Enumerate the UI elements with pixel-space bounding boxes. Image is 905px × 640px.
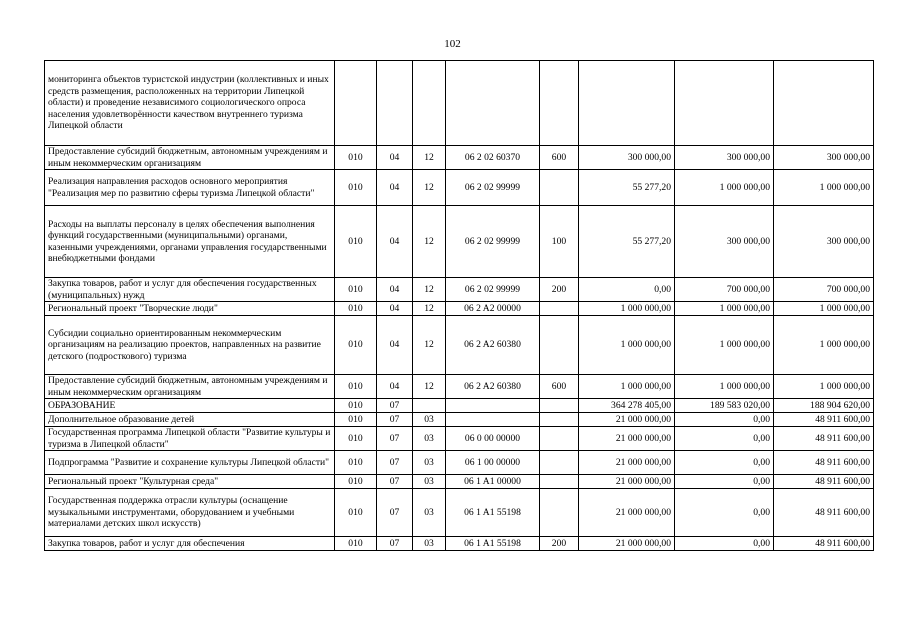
cell-sum-2022: 48 911 600,00 <box>774 475 874 489</box>
table-row <box>45 537 874 551</box>
cell-glava <box>335 61 377 146</box>
cell-rz: 04 <box>377 316 413 375</box>
cell-rz: 04 <box>377 278 413 302</box>
cell-name: Региональный проект "Творческие люди" <box>45 302 335 316</box>
cell-glava: 010 <box>335 302 377 316</box>
cell-glava: 010 <box>335 475 377 489</box>
cell-sum-2022: 1 000 000,00 <box>774 316 874 375</box>
cell-rz: 04 <box>377 206 413 278</box>
cell-rz: 07 <box>377 537 413 551</box>
cell-pr: 03 <box>413 475 446 489</box>
cell-glava: 010 <box>335 146 377 170</box>
cell-sum-2021 <box>675 61 774 146</box>
cell-csr <box>446 413 540 427</box>
cell-glava: 010 <box>335 206 377 278</box>
cell-sum-2021: 300 000,00 <box>675 146 774 170</box>
cell-csr: 06 1 A1 55198 <box>446 537 540 551</box>
cell-pr: 12 <box>413 206 446 278</box>
cell-pr: 12 <box>413 375 446 399</box>
budget-table <box>44 60 874 551</box>
cell-sum-2021: 300 000,00 <box>675 206 774 278</box>
cell-sum-2020: 21 000 000,00 <box>579 451 675 475</box>
cell-sum-2022: 700 000,00 <box>774 278 874 302</box>
cell-name: Подпрограмма "Развитие и сохранение культуры Липецкой области" <box>45 451 335 475</box>
cell-sum-2021: 1 000 000,00 <box>675 316 774 375</box>
cell-sum-2022: 48 911 600,00 <box>774 413 874 427</box>
table-row <box>45 375 874 399</box>
table-row <box>45 316 874 375</box>
cell-name: Расходы на выплаты персоналу в целях обеспечения выполнения функций государственными (муниципальными) органами, казенными учреждениями, органами управления государственными внебюджетными фондами <box>45 206 335 278</box>
cell-sum-2020: 300 000,00 <box>579 146 675 170</box>
cell-sum-2022: 1 000 000,00 <box>774 375 874 399</box>
cell-sum-2020 <box>579 61 675 146</box>
cell-pr: 03 <box>413 413 446 427</box>
cell-name: Государственная поддержка отрасли культуры (оснащение музыкальными инструментами, оборудованием и учебными материалами детских школ искусств) <box>45 489 335 537</box>
page-number: 102 <box>444 38 461 50</box>
cell-csr: 06 1 A1 55198 <box>446 489 540 537</box>
cell-sum-2022: 300 000,00 <box>774 146 874 170</box>
table-row <box>45 413 874 427</box>
cell-sum-2020: 364 278 405,00 <box>579 399 675 413</box>
cell-glava: 010 <box>335 451 377 475</box>
cell-rz: 04 <box>377 302 413 316</box>
cell-pr: 12 <box>413 170 446 206</box>
cell-glava: 010 <box>335 413 377 427</box>
cell-vr: 600 <box>540 375 579 399</box>
cell-sum-2021: 1 000 000,00 <box>675 170 774 206</box>
cell-sum-2021: 0,00 <box>675 475 774 489</box>
cell-glava: 010 <box>335 316 377 375</box>
cell-vr <box>540 302 579 316</box>
cell-name: Закупка товаров, работ и услуг для обеспечения <box>45 537 335 551</box>
cell-pr: 03 <box>413 489 446 537</box>
cell-glava: 010 <box>335 399 377 413</box>
cell-name: ОБРАЗОВАНИЕ <box>45 399 335 413</box>
cell-sum-2020: 21 000 000,00 <box>579 489 675 537</box>
cell-sum-2020: 21 000 000,00 <box>579 537 675 551</box>
cell-rz: 04 <box>377 170 413 206</box>
cell-name: Государственная программа Липецкой области "Развитие культуры и туризма в Липецкой области" <box>45 427 335 451</box>
cell-sum-2022 <box>774 61 874 146</box>
cell-vr <box>540 170 579 206</box>
cell-sum-2020: 55 277,20 <box>579 206 675 278</box>
table-row <box>45 61 874 146</box>
cell-vr <box>540 475 579 489</box>
cell-vr <box>540 399 579 413</box>
cell-vr <box>540 413 579 427</box>
cell-rz: 07 <box>377 451 413 475</box>
cell-csr <box>446 61 540 146</box>
cell-sum-2021: 0,00 <box>675 451 774 475</box>
cell-vr: 600 <box>540 146 579 170</box>
table-row <box>45 489 874 537</box>
cell-csr: 06 2 02 99999 <box>446 278 540 302</box>
cell-vr: 200 <box>540 278 579 302</box>
cell-pr <box>413 61 446 146</box>
table-row <box>45 427 874 451</box>
cell-pr: 12 <box>413 302 446 316</box>
table-row <box>45 399 874 413</box>
cell-csr: 06 1 A1 00000 <box>446 475 540 489</box>
cell-sum-2022: 1 000 000,00 <box>774 170 874 206</box>
cell-name: Реализация направления расходов основного мероприятия "Реализация мер по развитию сферы туризма Липецкой области" <box>45 170 335 206</box>
cell-rz: 07 <box>377 399 413 413</box>
table-row <box>45 206 874 278</box>
cell-glava: 010 <box>335 489 377 537</box>
cell-sum-2022: 300 000,00 <box>774 206 874 278</box>
cell-csr: 06 2 A2 00000 <box>446 302 540 316</box>
cell-csr: 06 2 A2 60380 <box>446 316 540 375</box>
table-row <box>45 475 874 489</box>
cell-csr: 06 2 02 99999 <box>446 206 540 278</box>
cell-sum-2020: 0,00 <box>579 278 675 302</box>
cell-csr: 06 2 02 99999 <box>446 170 540 206</box>
cell-sum-2022: 188 904 620,00 <box>774 399 874 413</box>
cell-vr <box>540 451 579 475</box>
cell-sum-2022: 48 911 600,00 <box>774 537 874 551</box>
cell-rz: 04 <box>377 146 413 170</box>
cell-csr: 06 2 02 60370 <box>446 146 540 170</box>
cell-sum-2020: 1 000 000,00 <box>579 316 675 375</box>
cell-rz: 07 <box>377 489 413 537</box>
cell-sum-2021: 1 000 000,00 <box>675 375 774 399</box>
cell-pr: 03 <box>413 427 446 451</box>
cell-sum-2022: 1 000 000,00 <box>774 302 874 316</box>
table-row <box>45 451 874 475</box>
cell-rz: 07 <box>377 475 413 489</box>
cell-name: Региональный проект "Культурная среда" <box>45 475 335 489</box>
cell-vr: 200 <box>540 537 579 551</box>
cell-name: мониторинга объектов туристской индустрии (коллективных и иных средств размещения, расположенных на территории Липецкой области) и проведение независимого социологического опроса населения удовлетворённости качеством внутреннего туризма Липецкой области <box>45 61 335 146</box>
cell-sum-2022: 48 911 600,00 <box>774 427 874 451</box>
cell-sum-2020: 21 000 000,00 <box>579 413 675 427</box>
cell-vr <box>540 427 579 451</box>
cell-sum-2022: 48 911 600,00 <box>774 489 874 537</box>
cell-glava: 010 <box>335 427 377 451</box>
cell-vr <box>540 61 579 146</box>
cell-rz <box>377 61 413 146</box>
cell-glava: 010 <box>335 170 377 206</box>
cell-sum-2022: 48 911 600,00 <box>774 451 874 475</box>
cell-csr <box>446 399 540 413</box>
table-row <box>45 146 874 170</box>
table-body <box>45 61 874 551</box>
cell-sum-2020: 1 000 000,00 <box>579 375 675 399</box>
cell-pr: 03 <box>413 451 446 475</box>
cell-csr: 06 1 00 00000 <box>446 451 540 475</box>
cell-csr: 06 2 A2 60380 <box>446 375 540 399</box>
cell-pr: 12 <box>413 146 446 170</box>
cell-vr <box>540 489 579 537</box>
cell-glava: 010 <box>335 375 377 399</box>
cell-sum-2020: 21 000 000,00 <box>579 475 675 489</box>
cell-pr: 12 <box>413 278 446 302</box>
cell-name: Предоставление субсидий бюджетным, автономным учреждениям и иным некоммерческим организациям <box>45 375 335 399</box>
cell-sum-2021: 0,00 <box>675 537 774 551</box>
cell-sum-2021: 189 583 020,00 <box>675 399 774 413</box>
cell-csr: 06 0 00 00000 <box>446 427 540 451</box>
cell-rz: 04 <box>377 375 413 399</box>
cell-glava: 010 <box>335 537 377 551</box>
cell-sum-2021: 700 000,00 <box>675 278 774 302</box>
cell-vr <box>540 316 579 375</box>
cell-pr <box>413 399 446 413</box>
cell-rz: 07 <box>377 413 413 427</box>
cell-sum-2020: 55 277,20 <box>579 170 675 206</box>
table-row <box>45 170 874 206</box>
cell-sum-2020: 1 000 000,00 <box>579 302 675 316</box>
cell-sum-2021: 0,00 <box>675 489 774 537</box>
table-row <box>45 278 874 302</box>
cell-name: Предоставление субсидий бюджетным, автономным учреждениям и иным некоммерческим организациям <box>45 146 335 170</box>
cell-pr: 12 <box>413 316 446 375</box>
cell-name: Дополнительное образование детей <box>45 413 335 427</box>
table-row <box>45 302 874 316</box>
cell-rz: 07 <box>377 427 413 451</box>
cell-sum-2020: 21 000 000,00 <box>579 427 675 451</box>
cell-sum-2021: 0,00 <box>675 413 774 427</box>
cell-name: Закупка товаров, работ и услуг для обеспечения государственных (муниципальных) нужд <box>45 278 335 302</box>
cell-sum-2021: 0,00 <box>675 427 774 451</box>
cell-vr: 100 <box>540 206 579 278</box>
cell-name: Субсидии социально ориентированным некоммерческим организациям на реализацию проектов, направленных на развитие детского (подросткового) туризма <box>45 316 335 375</box>
cell-glava: 010 <box>335 278 377 302</box>
cell-sum-2021: 1 000 000,00 <box>675 302 774 316</box>
cell-pr: 03 <box>413 537 446 551</box>
